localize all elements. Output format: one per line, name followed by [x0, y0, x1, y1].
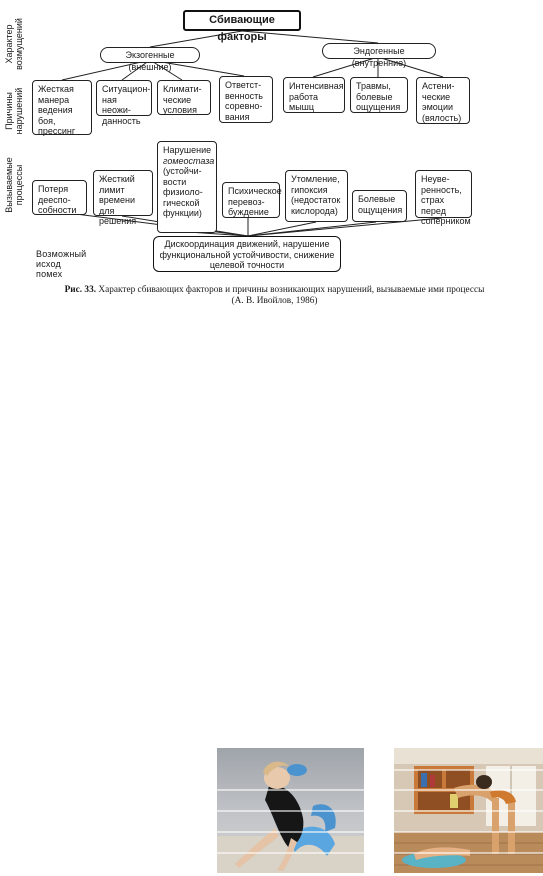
- process-box: Потеря дееспо- собности: [32, 180, 87, 215]
- homeostasis-box: [157, 141, 217, 233]
- side-label-causes: Причины нарушений: [4, 87, 24, 135]
- homeostasis-rest: (устойчи- вости физиоло- гической функции): [163, 166, 203, 218]
- gymnast-backbend-photo: [217, 748, 364, 873]
- cause-box: Ситуацион- ная неожи- данность: [96, 80, 152, 116]
- homeostasis-line1: Нарушение: [163, 145, 212, 155]
- room-stretch-render: [394, 748, 543, 873]
- homeostasis-line2: гомеостаза: [163, 155, 215, 166]
- process-box: Жесткий лимит времени для решения: [93, 170, 153, 216]
- cause-box: Травмы, болевые ощущения: [350, 77, 408, 113]
- cause-box: Ответст- венность соревно- вания: [219, 76, 273, 123]
- process-box: Утомление, гипоксия (недостаток кислорода): [285, 170, 348, 222]
- cause-box: Интенсивная работа мышц: [283, 77, 345, 113]
- cause-box: Жесткая манера ведения боя, прессинг: [32, 80, 92, 135]
- caption-text: Характер сбивающих факторов и причины возникающих нарушений, вызываемые ими процессы: [96, 285, 485, 295]
- diagram-title: Сбивающие факторы: [183, 10, 301, 31]
- figure-caption: [12, 285, 537, 307]
- process-box: Психическое перевоз- буждение: [222, 182, 280, 218]
- result-box: Дискоординация движений, нарушение функциональной устойчивости, снижение целевой точности: [153, 236, 341, 272]
- side-label-processes: Вызываемые процессы: [4, 157, 24, 213]
- process-box: Неуве- ренность, страх перед соперником: [415, 170, 472, 218]
- endogenous-oval: Эндогенные (внутренние): [322, 43, 436, 59]
- process-box: Болевые ощущения: [352, 190, 407, 222]
- outcome-label: Возможный исход помех: [36, 249, 87, 279]
- cause-box: Астени- ческие эмоции (вялость): [416, 77, 470, 124]
- side-label-character: Характер возмущений: [4, 18, 24, 70]
- caption-author: (А. В. Ивойлов, 1986): [231, 296, 318, 306]
- exogenous-oval: Экзогенные (внешние): [100, 47, 200, 63]
- caption-label: Рис. 33.: [64, 285, 97, 295]
- cause-box: Климати- ческие условия: [157, 80, 211, 115]
